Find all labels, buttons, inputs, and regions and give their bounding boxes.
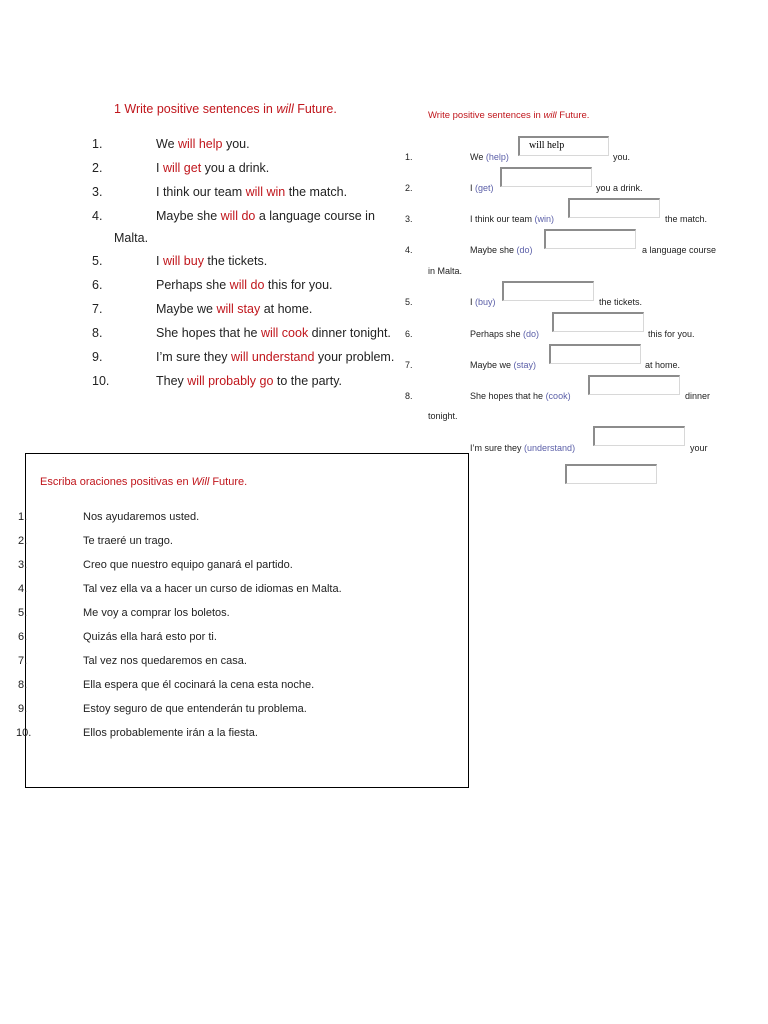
sentence-start: Maybe she bbox=[156, 209, 221, 223]
spanish-sentence: Te traeré un trago. bbox=[83, 535, 173, 547]
spanish-number: 3. bbox=[18, 559, 28, 571]
answer-input[interactable] bbox=[552, 312, 644, 332]
title-italic: will bbox=[543, 110, 557, 121]
title-italic: will bbox=[276, 102, 294, 116]
answer-verb: will probably go bbox=[187, 374, 274, 388]
spanish-number: 4. bbox=[18, 583, 28, 595]
answer-verb: will help bbox=[178, 137, 223, 151]
sentence-start: We bbox=[156, 137, 178, 151]
prompt-text: Perhaps she bbox=[470, 329, 524, 339]
exercise-sentence-end: this for you. bbox=[648, 329, 695, 339]
spanish-sentence: Creo que nuestro equipo ganará el partido. bbox=[83, 559, 293, 571]
answer-number: 4. bbox=[92, 209, 103, 223]
answer-verb: will get bbox=[162, 161, 202, 175]
answer-sentence bbox=[156, 326, 391, 340]
answer-input[interactable] bbox=[518, 136, 609, 156]
exercise-prompt bbox=[470, 183, 494, 193]
exercise-sentence-end: you a drink. bbox=[596, 183, 643, 193]
spanish-number: 8. bbox=[18, 679, 28, 691]
exercise-sentence-end: a language course bbox=[642, 245, 717, 255]
answer-verb: will do bbox=[220, 209, 256, 223]
title-text: Write positive sentences in bbox=[428, 110, 544, 121]
answer-input[interactable] bbox=[588, 375, 680, 395]
answer-sentence bbox=[156, 278, 333, 292]
spanish-number: 7. bbox=[18, 655, 28, 667]
spanish-sentence: Tal vez ella va a hacer un curso de idiomas en Malta. bbox=[83, 583, 342, 595]
answer-input-value: will help bbox=[529, 140, 565, 151]
answer-verb: will stay bbox=[216, 302, 261, 316]
exercise-number: 7. bbox=[405, 360, 413, 370]
sentence-end: at home. bbox=[260, 302, 313, 316]
answer-number: 6. bbox=[92, 278, 103, 292]
sentence-end: the match. bbox=[285, 185, 348, 199]
answer-sentence bbox=[156, 161, 269, 175]
sentence-start: I’m sure they bbox=[156, 350, 232, 364]
verb-hint: (do) bbox=[523, 329, 540, 339]
spanish-sentence: Quizás ella hará esto por ti. bbox=[83, 631, 217, 643]
sentence-start: Maybe we bbox=[156, 302, 217, 316]
answer-input[interactable] bbox=[549, 344, 641, 364]
exercise-title bbox=[428, 110, 589, 121]
answer-verb: will understand bbox=[231, 350, 315, 364]
exercise-number: 4. bbox=[405, 245, 413, 255]
prompt-text: I bbox=[470, 183, 476, 193]
spanish-translation-box bbox=[16, 453, 469, 788]
prompt-text: I’m sure they bbox=[470, 443, 525, 453]
answer-number: 9. bbox=[92, 350, 103, 364]
verb-hint: (do) bbox=[516, 245, 533, 255]
exercise-number: 1. bbox=[405, 152, 413, 162]
answer-sentence bbox=[156, 374, 342, 388]
verb-hint: (stay) bbox=[513, 360, 537, 370]
sentence-end: your problem. bbox=[314, 350, 395, 364]
answer-number: 5. bbox=[92, 254, 103, 268]
sentence-start: I think our team bbox=[156, 185, 246, 199]
spanish-number: 9. bbox=[18, 703, 28, 715]
spanish-title bbox=[40, 476, 247, 488]
verb-hint: (help) bbox=[485, 152, 509, 162]
spanish-number: 5. bbox=[18, 607, 28, 619]
answer-number: 2. bbox=[92, 161, 103, 175]
prompt-text: Maybe we bbox=[470, 360, 514, 370]
sentence-end: the tickets. bbox=[203, 254, 268, 268]
exercise-number: 2. bbox=[405, 183, 413, 193]
answer-number: 8. bbox=[92, 326, 103, 340]
exercise-prompt bbox=[470, 297, 496, 307]
prompt-text: We bbox=[470, 152, 486, 162]
answer-verb: will win bbox=[245, 185, 286, 199]
title-text: Escriba oraciones positivas en bbox=[40, 476, 192, 488]
sentence-end: you. bbox=[222, 137, 250, 151]
answer-number: 3. bbox=[92, 185, 103, 199]
prompt-text: I think our team bbox=[470, 214, 535, 224]
sentence-start: Perhaps she bbox=[156, 278, 230, 292]
exercise-prompt bbox=[470, 214, 554, 224]
answer-number: 10. bbox=[92, 374, 110, 388]
exercise-sentence-end: the match. bbox=[665, 214, 708, 224]
spanish-sentence: Ella espera que él cocinará la cena esta noche. bbox=[83, 679, 315, 691]
exercise-sentence-end: you. bbox=[613, 152, 631, 162]
spanish-sentence: Tal vez nos quedaremos en casa. bbox=[83, 655, 247, 667]
sentence-start: I bbox=[156, 254, 163, 268]
exercise-prompt bbox=[470, 245, 533, 255]
spanish-sentence: Ellos probablemente irán a la fiesta. bbox=[83, 727, 258, 739]
spanish-number: 10. bbox=[16, 727, 32, 739]
exercise-prompt bbox=[470, 360, 536, 370]
spanish-number: 6. bbox=[18, 631, 28, 643]
sentence-end: dinner tonight. bbox=[308, 326, 391, 340]
answer-input[interactable] bbox=[593, 426, 685, 446]
sentence-end: this for you. bbox=[264, 278, 333, 292]
answer-continuation: Malta. bbox=[114, 231, 149, 245]
answer-key-title bbox=[114, 102, 337, 116]
sentence-end: a language course in bbox=[255, 209, 375, 223]
sentence-start: I bbox=[156, 161, 163, 175]
exercise-sentence-end: your bbox=[690, 443, 708, 453]
exercise-sentence-end: the tickets. bbox=[599, 297, 643, 307]
exercise-prompt bbox=[470, 152, 509, 162]
spanish-number: 1. bbox=[18, 511, 28, 523]
spanish-sentence: Estoy seguro de que entenderán tu problema. bbox=[83, 703, 307, 715]
answer-input[interactable] bbox=[565, 464, 657, 484]
exercise-continuation: in Malta. bbox=[428, 266, 463, 276]
spanish-number: 2. bbox=[18, 535, 28, 547]
answer-sentence bbox=[156, 302, 312, 316]
prompt-text: I bbox=[470, 297, 476, 307]
verb-hint: (get) bbox=[475, 183, 494, 193]
answer-sentence bbox=[156, 209, 375, 223]
exercise-number: 6. bbox=[405, 329, 413, 339]
exercise-number: 3. bbox=[405, 214, 413, 224]
answer-verb: will cook bbox=[260, 326, 309, 340]
answer-input[interactable] bbox=[568, 198, 660, 218]
answer-sentence bbox=[156, 350, 394, 364]
exercise-prompt bbox=[470, 329, 539, 339]
answer-input[interactable] bbox=[500, 167, 592, 187]
title-text-end: Future. bbox=[293, 102, 337, 116]
exercise-sentence-end: at home. bbox=[645, 360, 681, 370]
title-text: 1 Write positive sentences in bbox=[114, 102, 277, 116]
answer-sentence bbox=[156, 185, 347, 199]
spanish-sentence: Me voy a comprar los boletos. bbox=[83, 607, 230, 619]
answer-sentence bbox=[156, 254, 267, 268]
verb-hint: (understand) bbox=[524, 443, 576, 453]
prompt-text: She hopes that he bbox=[470, 391, 546, 401]
title-italic: Will bbox=[191, 476, 210, 488]
answer-number: 1. bbox=[92, 137, 103, 151]
answer-verb: will buy bbox=[162, 254, 204, 268]
sentence-end: you a drink. bbox=[201, 161, 270, 175]
title-text-end: Future. bbox=[556, 110, 590, 121]
verb-hint: (cook) bbox=[545, 391, 571, 401]
exercise-number: 8. bbox=[405, 391, 413, 401]
exercise-sentence-end: dinner bbox=[685, 391, 711, 401]
verb-hint: (buy) bbox=[475, 297, 496, 307]
title-text-end: Future. bbox=[209, 476, 248, 488]
prompt-text: Maybe she bbox=[470, 245, 517, 255]
exercise-number: 5. bbox=[405, 297, 413, 307]
answer-verb: will do bbox=[229, 278, 265, 292]
sentence-start: She hopes that he bbox=[156, 326, 261, 340]
exercise-prompt bbox=[470, 391, 571, 401]
verb-hint: (win) bbox=[534, 214, 555, 224]
spanish-sentence: Nos ayudaremos usted. bbox=[83, 511, 200, 523]
answer-input[interactable] bbox=[544, 229, 636, 249]
answer-input[interactable] bbox=[502, 281, 594, 301]
exercise-continuation: tonight. bbox=[428, 411, 458, 421]
answer-sentence bbox=[156, 137, 250, 151]
exercise-prompt bbox=[470, 443, 575, 453]
sentence-start: They bbox=[156, 374, 188, 388]
sentence-end: to the party. bbox=[273, 374, 342, 388]
answer-number: 7. bbox=[92, 302, 103, 316]
